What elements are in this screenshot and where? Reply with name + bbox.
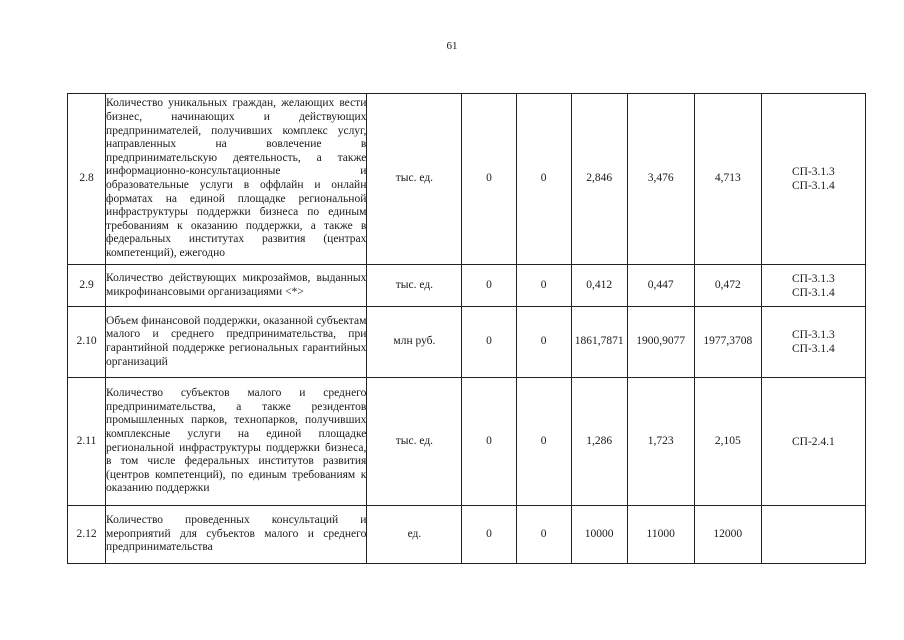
program-codes <box>761 94 865 265</box>
table-row <box>68 94 866 265</box>
value-cell: 0 <box>462 307 516 378</box>
row-number: 2.10 <box>68 307 106 378</box>
program-codes <box>761 378 865 506</box>
value-cell: 0 <box>516 94 571 265</box>
indicator-table <box>67 93 866 564</box>
indicator-description: Количество проведенных консультаций и мероприятий для субъектов малого и среднего предпринимательства <box>106 506 367 564</box>
value-cell: 1,286 <box>571 378 627 506</box>
unit-of-measure: тыс. ед. <box>367 378 462 506</box>
value-cell: 0 <box>462 378 516 506</box>
value-cell: 1977,3708 <box>694 307 761 378</box>
value-cell: 4,713 <box>694 94 761 265</box>
unit-of-measure: тыс. ед. <box>367 94 462 265</box>
value-cell: 0 <box>516 378 571 506</box>
program-codes <box>761 506 865 564</box>
value-cell: 0,447 <box>627 265 694 307</box>
program-code: СП-3.1.4 <box>792 180 835 192</box>
value-cell: 0,472 <box>694 265 761 307</box>
table-body <box>68 94 866 564</box>
table-row <box>68 307 866 378</box>
value-cell: 10000 <box>571 506 627 564</box>
unit-of-measure: млн руб. <box>367 307 462 378</box>
value-cell: 0 <box>462 506 516 564</box>
indicator-description: Объем финансовой поддержки, оказанной субъектам малого и среднего предпринимательства, при гарантийной поддержке региональных гарантийных организаций <box>106 307 367 378</box>
program-code: СП-3.1.3 <box>792 329 835 341</box>
value-cell: 11000 <box>627 506 694 564</box>
value-cell: 0 <box>462 94 516 265</box>
program-code: СП-3.1.4 <box>792 286 835 299</box>
program-code: СП-3.1.3 <box>792 272 835 285</box>
value-cell: 1861,7871 <box>571 307 627 378</box>
unit-of-measure: ед. <box>367 506 462 564</box>
indicator-description: Количество уникальных граждан, желающих вести бизнес, начинающих и действующих предпринимателей, получивших комплекс услуг, направленных на вовлечение в предпринимательскую деятельность, а также информационно-консультационные и образовательные услуги в оффлайн и онлайн форматах на единой площадке региональной инфраструктуры поддержки бизнеса по единым требованиям к оказанию поддержки, а также в федеральных институтах развития (центрах компетенций), ежегодно <box>106 94 367 265</box>
page-number: 61 <box>446 40 458 52</box>
program-code: СП-3.1.4 <box>792 343 835 355</box>
value-cell: 2,105 <box>694 378 761 506</box>
row-number: 2.8 <box>68 94 106 265</box>
value-cell: 1,723 <box>627 378 694 506</box>
table-row <box>68 265 866 307</box>
program-codes <box>761 307 865 378</box>
value-cell: 12000 <box>694 506 761 564</box>
row-number: 2.12 <box>68 506 106 564</box>
row-number: 2.9 <box>68 265 106 307</box>
value-cell: 0 <box>516 506 571 564</box>
program-code: СП-3.1.3 <box>792 166 835 178</box>
table-row <box>68 378 866 506</box>
value-cell: 2,846 <box>571 94 627 265</box>
table-row <box>68 506 866 564</box>
value-cell: 1900,9077 <box>627 307 694 378</box>
value-cell: 0 <box>462 265 516 307</box>
value-cell: 0 <box>516 307 571 378</box>
row-number: 2.11 <box>68 378 106 506</box>
value-cell: 3,476 <box>627 94 694 265</box>
indicator-description: Количество субъектов малого и среднего предпринимательства, а также резидентов промышленных парков, технопарков, получивших комплексные услуги на единой площадке региональной инфраструктуры поддержки бизнеса, в том числе федеральных институтов развития (центров компетенций), по единым требованиям к оказанию поддержки <box>106 378 367 506</box>
value-cell: 0,412 <box>571 265 627 307</box>
program-code: СП-2.4.1 <box>792 435 835 448</box>
indicator-description: Количество действующих микрозаймов, выданных микрофинансовыми организациями <*> <box>106 265 367 307</box>
program-codes <box>761 265 865 307</box>
value-cell: 0 <box>516 265 571 307</box>
unit-of-measure: тыс. ед. <box>367 265 462 307</box>
